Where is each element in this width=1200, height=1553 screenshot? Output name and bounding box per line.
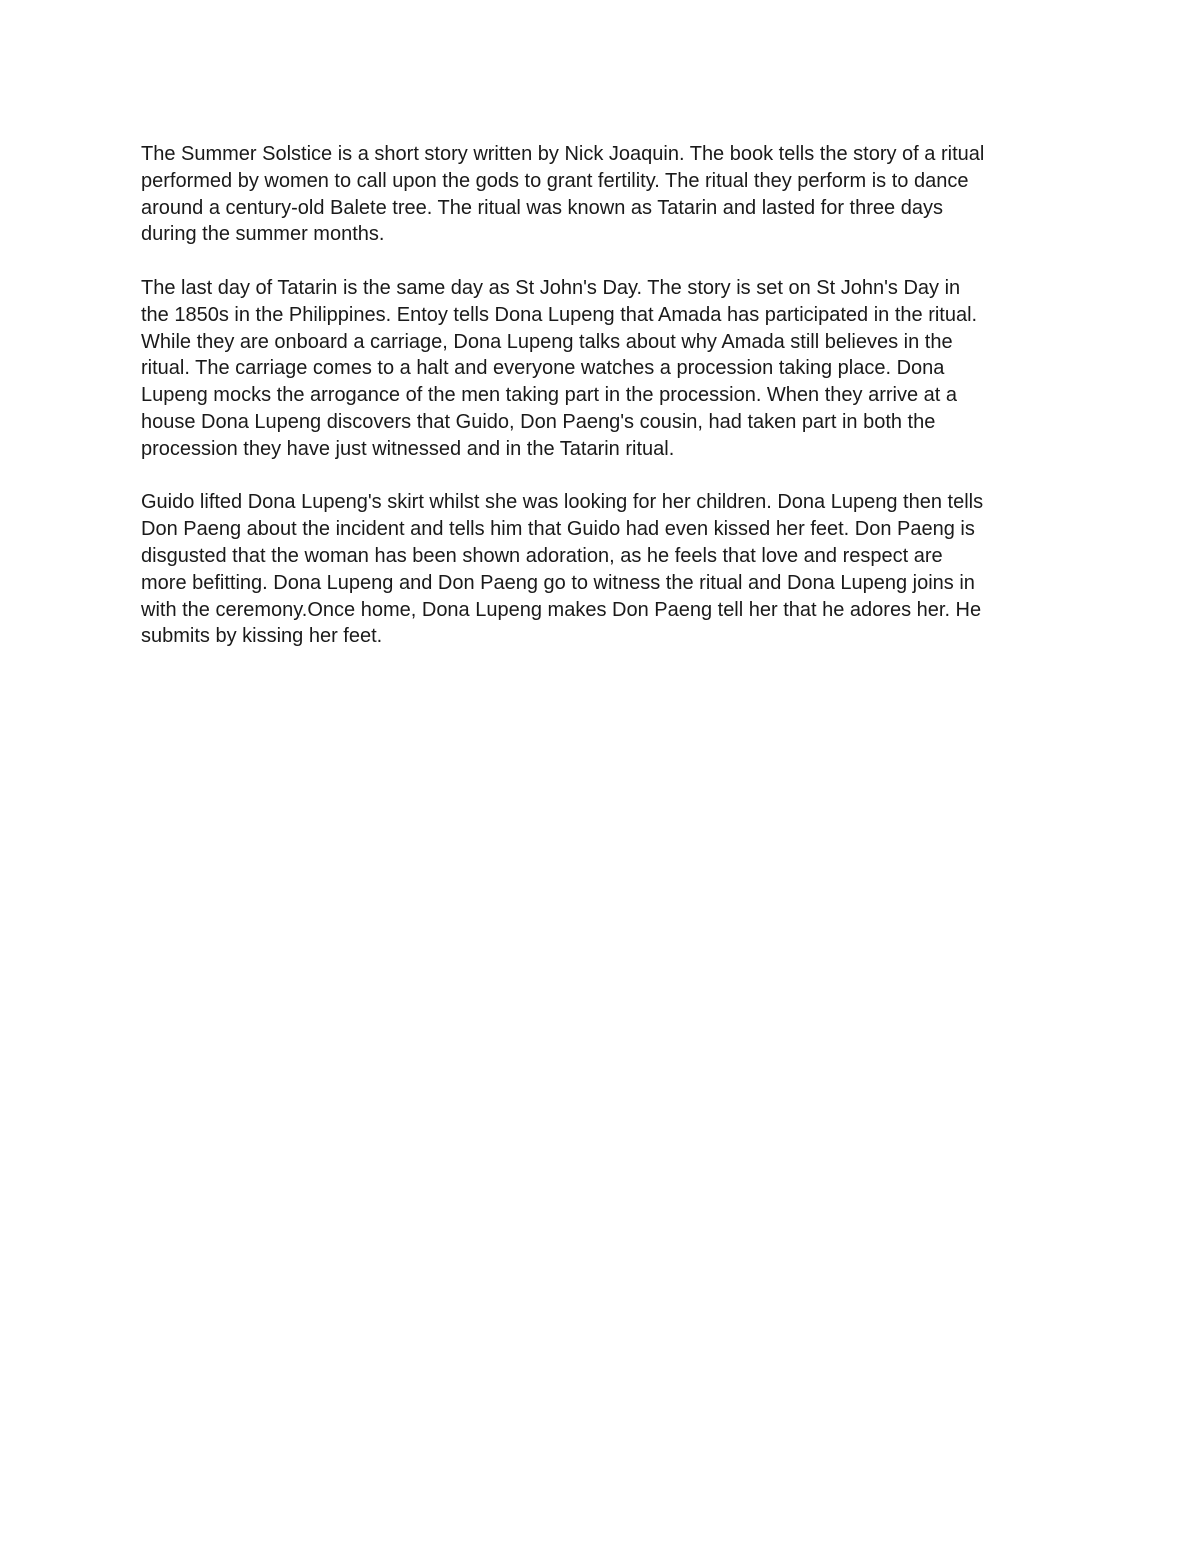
text-line: house Dona Lupeng discovers that Guido, Don Paeng's cousin, had taken part in both the — [141, 410, 936, 433]
text-line: performed by women to call upon the gods to grant fertility. The ritual they perform is to dance — [141, 169, 969, 192]
text-line: Lupeng mocks the arrogance of the men taking part in the procession. When they arrive at a — [141, 384, 958, 407]
document-body — [141, 141, 1061, 677]
text-line: submits by kissing her feet. — [141, 625, 383, 648]
text-line: Guido lifted Dona Lupeng's skirt whilst she was looking for her children. Dona Lupeng then tells — [141, 491, 984, 514]
text-line: during the summer months. — [141, 223, 385, 246]
text-line: around a century-old Balete tree. The ritual was known as Tatarin and lasted for three days — [141, 196, 943, 219]
paragraph-1 — [141, 141, 1061, 248]
text-line: ritual. The carriage comes to a halt and everyone watches a procession taking place. Dona — [141, 357, 945, 380]
text-line: procession they have just witnessed and in the Tatarin ritual. — [141, 437, 675, 460]
text-line: Don Paeng about the incident and tells him that Guido had even kissed her feet. Don Paeng is — [141, 518, 975, 541]
text-line: The Summer Solstice is a short story written by Nick Joaquin. The book tells the story of a ritual — [141, 143, 985, 165]
text-line: with the ceremony.Once home, Dona Lupeng makes Don Paeng tell her that he adores her. He — [141, 598, 982, 621]
text-line: disgusted that the woman has been shown adoration, as he feels that love and respect are — [141, 544, 943, 567]
paragraph-3 — [141, 489, 1061, 650]
text-line: The last day of Tatarin is the same day as St John's Day. The story is set on St John's Day in — [141, 276, 961, 299]
text-line: the 1850s in the Philippines. Entoy tells Dona Lupeng that Amada has participated in the ritual. — [141, 303, 978, 326]
text-line: While they are onboard a carriage, Dona Lupeng talks about why Amada still believes in the — [141, 330, 953, 353]
text-line: more befitting. Dona Lupeng and Don Paeng go to witness the ritual and Dona Lupeng joins in — [141, 571, 975, 594]
paragraph-2 — [141, 275, 1061, 463]
